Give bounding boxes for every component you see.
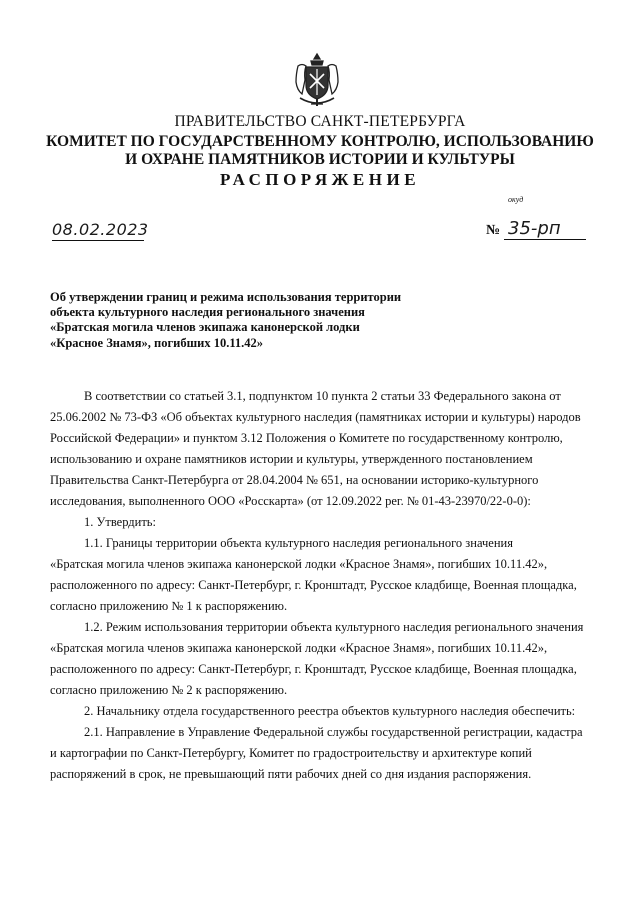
body-line: распоряжений в срок, не превышающий пяти рабочих дней со дня издания распоряжения. xyxy=(50,767,532,781)
title-line: «Красное Знамя», погибших 10.11.42» xyxy=(50,335,264,350)
document-number: 35-рп xyxy=(508,218,561,239)
body-line: 1.1. Границы территории объекта культурного наследия регионального значения xyxy=(84,536,513,550)
document-type: РАСПОРЯЖЕНИЕ xyxy=(219,170,421,189)
document-date: 08.02.2023 xyxy=(52,220,149,239)
document-title xyxy=(50,290,450,351)
body-line: Правительства Санкт-Петербурга от 28.04.2004 № 651, на основании историко-культурного xyxy=(50,473,539,487)
document-body xyxy=(50,386,598,785)
body-line: 2. Начальнику отдела государственного реестра объектов культурного наследия обеспечить: xyxy=(84,704,576,718)
government-name: ПРАВИТЕЛЬСТВО САНКТ-ПЕТЕРБУРГА xyxy=(174,113,466,130)
body-line: Российской Федерации» и пунктом 3.12 Положения о Комитете по государственному контролю, xyxy=(50,431,563,445)
body-line: 25.06.2002 № 73-ФЗ «Об объектах культурного наследия (памятниках истории и культуры) народов xyxy=(50,410,581,424)
body-line: «Братская могила членов экипажа канонерской лодки «Красное Знамя», погибших 10.11.42», xyxy=(50,557,548,571)
okud-label: окуд xyxy=(508,195,524,204)
committee-name-line-2: И ОХРАНЕ ПАМЯТНИКОВ ИСТОРИИ И КУЛЬТУРЫ xyxy=(125,151,515,168)
title-line: Об утверждении границ и режима использования территории xyxy=(50,290,402,304)
body-line: и картографии по Санкт-Петербургу, Комитет по градостроительству и архитектуре копий xyxy=(50,746,532,760)
body-line: 1. Утвердить: xyxy=(84,515,156,529)
document-date-field xyxy=(52,220,149,241)
body-line: исследования, выполненного ООО «Росскарта» (от 12.09.2022 рег. № 01-43-23970/22-0-0): xyxy=(50,494,531,508)
document-number-field xyxy=(486,218,586,240)
body-line: согласно приложению № 1 к распоряжению. xyxy=(50,599,288,613)
number-sign: № xyxy=(486,223,501,238)
body-line: «Братская могила членов экипажа канонерской лодки «Красное Знамя», погибших 10.11.42», xyxy=(50,641,548,655)
committee-name-line-1: КОМИТЕТ ПО ГОСУДАРСТВЕННОМУ КОНТРОЛЮ, ИСПОЛЬЗОВАНИЮ xyxy=(46,133,594,150)
number-underline xyxy=(504,239,586,240)
body-line: 1.2. Режим использования территории объекта культурного наследия регионального значения xyxy=(84,620,584,634)
body-line: согласно приложению № 2 к распоряжению. xyxy=(50,683,288,697)
coat-of-arms-icon xyxy=(292,52,342,108)
body-line: использованию и охране памятников истории и культуры, утвержденного постановлением xyxy=(50,452,533,466)
body-line: В соответствии со статьей 3.1, подпунктом 10 пункта 2 статьи 33 Федерального закона от xyxy=(84,389,561,403)
title-line: объекта культурного наследия регионального значения xyxy=(50,305,365,320)
body-line: расположенного по адресу: Санкт-Петербург, г. Кронштадт, Русское кладбище, Военная площадка, xyxy=(50,662,577,676)
body-line: расположенного по адресу: Санкт-Петербург, г. Кронштадт, Русское кладбище, Военная площадка, xyxy=(50,578,577,592)
title-line: «Братская могила членов экипажа канонерской лодки xyxy=(50,320,360,335)
body-line: 2.1. Направление в Управление Федеральной службы государственной регистрации, кадастра xyxy=(84,725,583,739)
